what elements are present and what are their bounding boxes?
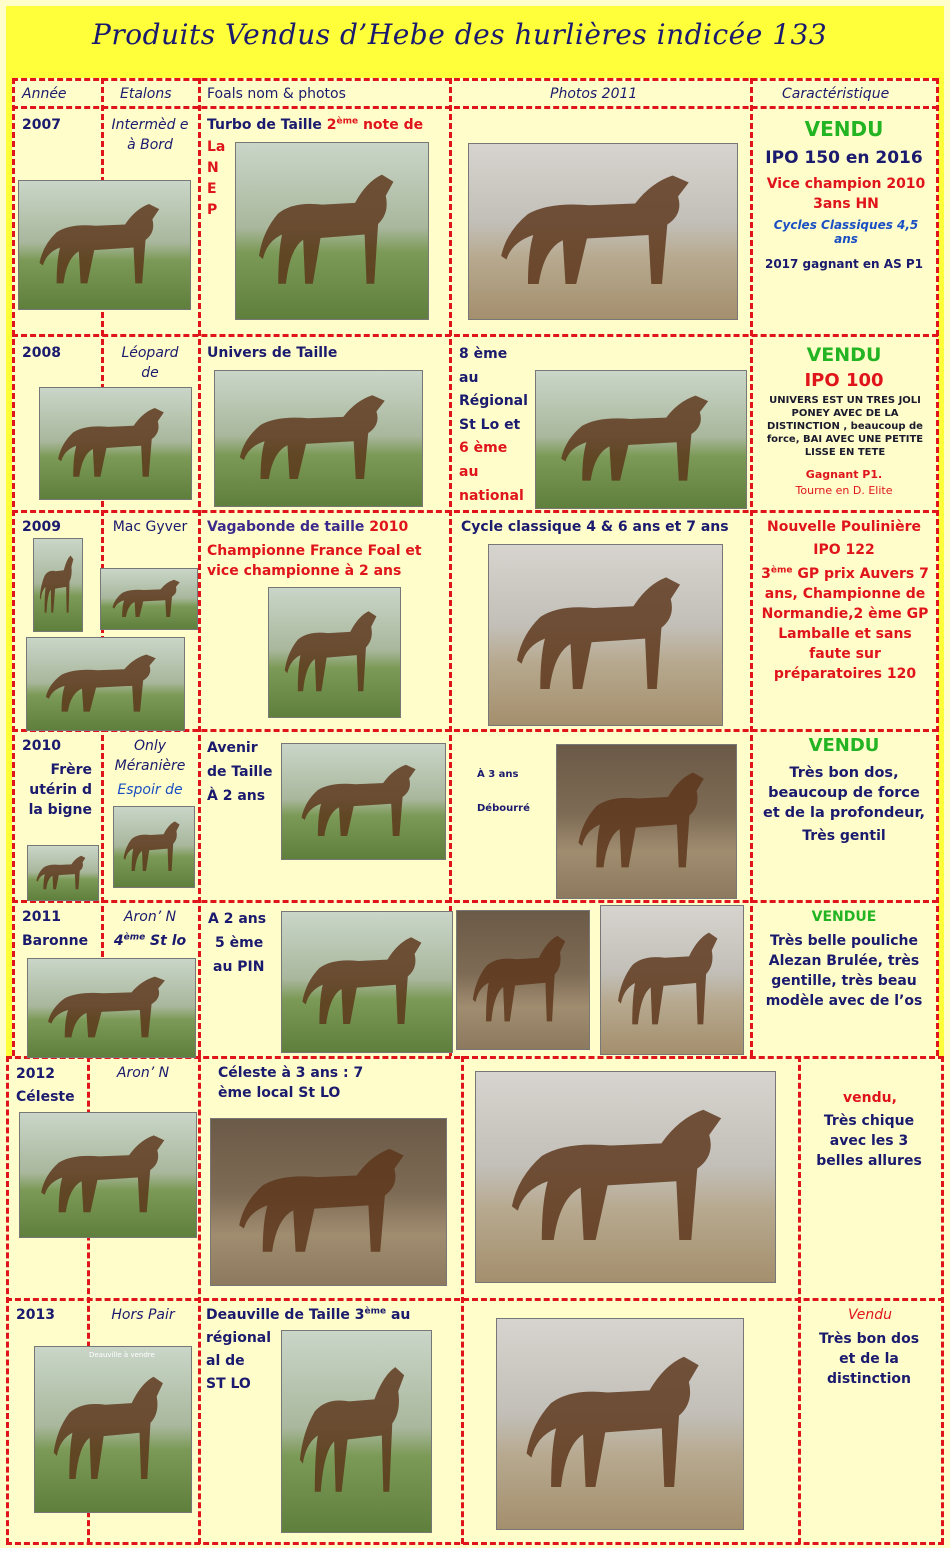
note-2010-a: À 3 ans [477,769,519,780]
note-2008-results: 8 ème au Régional St Lo et 6 ème au national [459,346,528,504]
horse-silhouette-icon [19,181,190,309]
ipo-2008: IPO 100 [804,370,884,391]
horse-silhouette-icon [28,846,98,900]
horse-photo-2009-foal [33,538,83,632]
year-2009: 2009 [22,519,61,535]
header-annee: Année [22,86,67,102]
photo-caption-2013: Deauville à vendre [89,1351,155,1359]
horse-silhouette-icon [40,388,191,499]
horse-photo-2009-vagabonde [268,587,401,718]
horse-photo-2013-mare-foal [34,1346,192,1513]
name-2012: Céleste [16,1089,75,1105]
foal-2007-note: La N E P [207,139,226,218]
page-title: Produits Vendus d’Hebe des hurlières indicée 133 [92,18,828,51]
stallion-2012: Aron’ N [116,1065,170,1081]
horse-photo-2008-jumping [535,370,747,509]
foal-2007-name: Turbo de Taille 2ème note de [207,116,424,133]
header-caracteristique: Caractéristique [782,86,890,102]
horse-photo-2008-univers [214,370,423,507]
horse-silhouette-icon [20,1113,196,1237]
horse-photo-2008-mare [39,387,192,500]
horse-photo-2007-turbo [235,142,429,320]
status-2012: vendu, [843,1090,897,1106]
note-2010-d: Très gentil [802,828,886,844]
horse-silhouette-icon [282,1331,431,1532]
horse-photo-2012-celeste [210,1118,447,1286]
horse-silhouette-icon [101,569,197,629]
note-2008-a: UNIVERS EST UN TRES JOLI PONEY AVEC DE LA DISTINCTION , beaucoup de force, BAI AVEC UNE PETITE LISSE EN TETE [766,395,924,458]
status-2010: VENDU [808,735,880,756]
horse-silhouette-icon [469,144,737,319]
photo-title-2009: Cycle classique 4 & 6 ans et 7 ans [461,519,729,535]
horse-silhouette-icon [114,807,194,887]
horse-photo-2010-stable [556,744,737,899]
horse-photo-2012-jumping [475,1071,776,1283]
status-2009: Nouvelle Poulinière [767,519,921,535]
stallion-2008-b: de [141,365,159,381]
horse-silhouette-icon [215,371,422,506]
horse-photo-2010-foal [27,845,99,901]
horse-silhouette-icon [269,588,400,717]
note-2007-b: Cycles Classiques 4,5 ans [773,218,919,246]
horse-photo-2007-mare [18,180,191,310]
note-2008-c: Tourne en D. Elite [795,484,893,497]
horse-photo-2012-mare [19,1112,197,1238]
note-2008-b: Gagnant P1. [805,468,883,481]
horse-silhouette-icon [282,744,445,859]
horse-silhouette-icon [34,539,82,631]
horse-silhouette-icon [536,371,746,508]
status-2008: VENDU [806,344,882,366]
status-2013: Vendu [847,1307,892,1323]
stallion-2007: Intermèd e à Bord [111,117,189,153]
status-2011: VENDUE [811,909,877,925]
foal-2013-note: régional al de ST LO [206,1330,272,1392]
stallion-2013: Hors Pair [111,1307,175,1323]
year-2012: 2012 [16,1066,55,1082]
horse-photo-2007-jumping [468,143,738,320]
horse-photo-2009-mare [26,637,185,731]
horse-photo-2009-jumping [488,544,723,726]
note-2011: Très belle pouliche Alezan Brulée, très gentille, très beau modèle avec de l’os [765,933,923,1009]
year-2011: 2011 [22,909,61,925]
header-photos-2011: Photos 2011 [550,86,638,102]
horse-silhouette-icon [282,912,452,1052]
year-2008: 2008 [22,345,61,361]
horse-photo-2011-mare [27,958,196,1058]
horse-photo-2013-deauville [281,1330,432,1533]
horse-silhouette-icon [557,745,736,898]
horse-silhouette-icon [476,1072,775,1282]
year-note-2010: Frère utérin d la bigne [28,762,92,818]
stallion-2009: Mac Gyver [112,519,188,535]
horse-photo-2011-baronne [281,911,453,1053]
horse-photo-2011-standing [600,905,744,1055]
horse-silhouette-icon [601,906,743,1054]
year-2007: 2007 [22,117,61,133]
name-2011: Baronne [22,933,89,949]
stallion-2011-b: 4ème St lo [113,932,187,949]
status-2007: VENDU [804,117,884,141]
horse-photo-2010-stallion [113,806,195,888]
horse-photo-2013-standing [496,1318,744,1530]
foal-2008-name: Univers de Taille [207,345,338,361]
horse-silhouette-icon [27,638,184,730]
note-2007-c: 2017 gagnant en AS P1 [764,257,924,271]
header-foals: Foals nom & photos [207,86,346,102]
horse-photo-2011-head [456,910,590,1050]
note-2010-c: Très bon dos, beaucoup de force et de la profondeur, [762,765,926,821]
note-2013: Très bon dos et de la distinction [818,1331,920,1387]
note-2007-a: Vice champion 2010 3ans HN [766,176,926,212]
note-2012: Très chique avec les 3 belles allures [816,1113,922,1169]
foal-2012-note: Céleste à 3 ans : 7 ème local St LO [218,1065,364,1101]
foal-2013-name: Deauville de Taille 3ème au [206,1306,411,1323]
horse-photo-2009-stallion [100,568,198,630]
note-2009: 3ème GP prix Auvers 7 ans, Championne de Normandie,2 ème GP Lamballe et sans faute sur préparatoires 120 [761,565,929,682]
foal-2011-note: A 2 ans 5 ème au PIN [208,911,267,975]
stallion-2011: Aron’ N [123,909,177,925]
foal-2009-note: Championne France Foal et vice championne à 2 ans [207,543,422,579]
year-2010: 2010 [22,738,61,754]
horse-photo-2010-avenir [281,743,446,860]
stallion-2008-a: Léopard [121,345,179,361]
horse-silhouette-icon [211,1119,446,1285]
ipo-2009: IPO 122 [813,542,875,558]
horse-silhouette-icon [236,143,428,319]
year-2013: 2013 [16,1307,55,1323]
horse-silhouette-icon [35,1347,191,1512]
foal-2009-name: Vagabonde de taille 2010 [207,519,409,535]
stallion-2010: Only Méranière [114,738,186,774]
horse-silhouette-icon [457,911,589,1049]
header-etalons: Etalons [120,86,172,102]
horse-silhouette-icon [489,545,722,725]
note-2010-b: Débourré [477,803,530,814]
ipo-2007: IPO 150 en 2016 [765,148,923,168]
horse-silhouette-icon [28,959,195,1057]
horse-silhouette-icon [497,1319,743,1529]
stallion-2010-b: Espoir de [117,782,183,798]
foal-2010-name: Avenir de Taille À 2 ans [207,740,273,804]
